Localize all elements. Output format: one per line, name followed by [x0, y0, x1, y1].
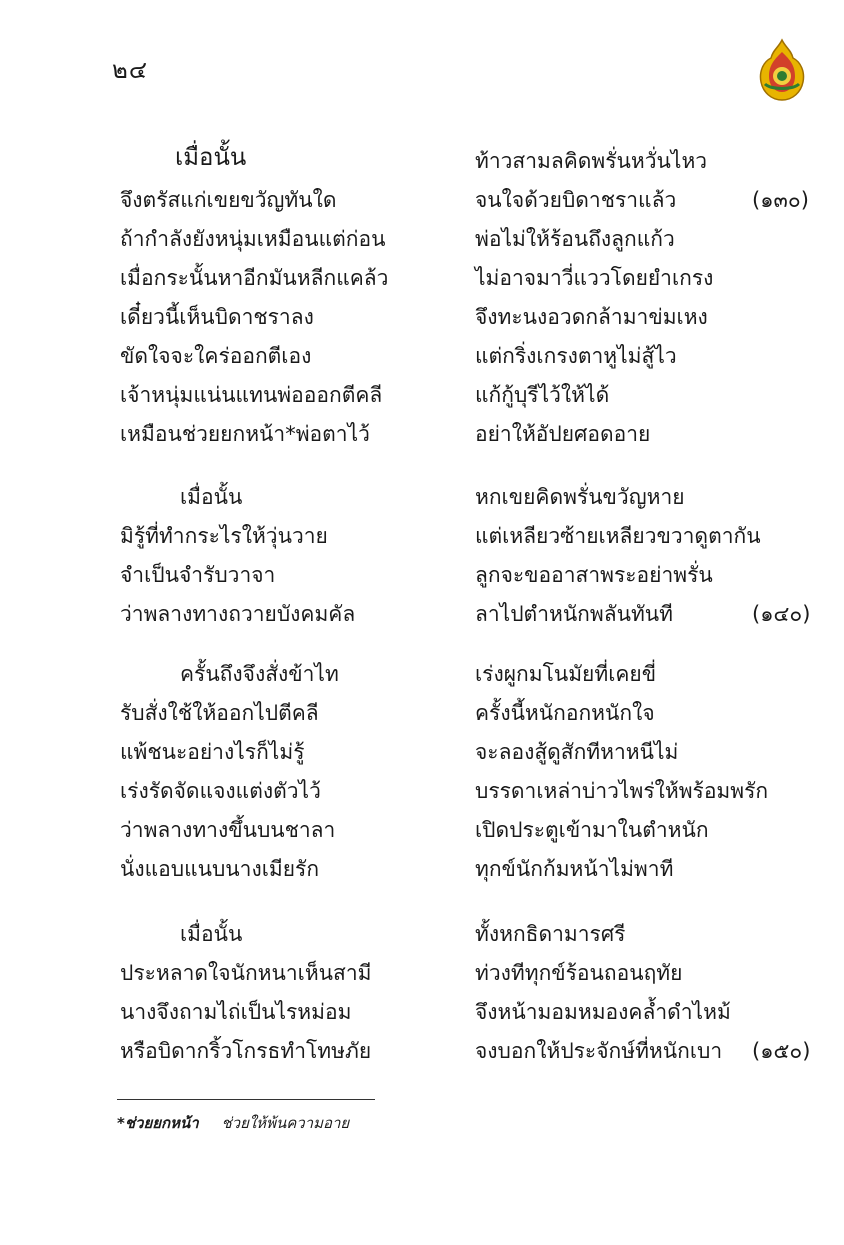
verse-left: หรือบิดากริ้วโกรธทำโทษภัย — [120, 1039, 372, 1063]
verse-right: หกเขยคิดพรั่นขวัญหาย — [475, 485, 685, 509]
verse-left: เมื่อนั้น — [175, 143, 247, 171]
verse-row — [0, 560, 844, 599]
verse-row — [0, 224, 844, 263]
verse-left: เมื่อนั้น — [180, 922, 243, 946]
verse-left: ถ้ากำลังยังหนุ่มเหมือนแต่ก่อน — [120, 227, 386, 251]
stanza-3 — [0, 659, 844, 893]
verse-right: แต่กริ่งเกรงตาหูไม่สู้ไว — [475, 344, 677, 368]
verse-right: ครั้งนี้หนักอกหนักใจ — [475, 701, 655, 725]
verse-row — [0, 737, 844, 776]
verse-row — [0, 482, 844, 521]
verse-right: จนใจด้วยบิดาชราแล้ว — [475, 188, 677, 212]
verse-left: จำเป็นจำรับวาจา — [120, 563, 276, 587]
verse-left: รับสั่งใช้ให้ออกไปตีคลี — [120, 701, 319, 725]
verse-row — [0, 185, 844, 224]
verse-right: พ่อไม่ให้ร้อนถึงลูกแก้ว — [475, 227, 675, 251]
verse-row — [0, 815, 844, 854]
verse-row — [0, 599, 844, 638]
verse-row — [0, 854, 844, 893]
verse-right: ทุกข์นักก้มหน้าไม่พาที — [475, 857, 674, 881]
verse-right: ลาไปตำหนักพลันทันที — [475, 602, 674, 626]
stanza-1 — [0, 143, 844, 458]
verse-row — [0, 1036, 844, 1075]
verse-left: ครั้นถึงจึงสั่งข้าไท — [180, 662, 339, 686]
verse-left: แพ้ชนะอย่างไรก็ไม่รู้ — [120, 740, 305, 764]
verse-left: เจ้าหนุ่มแน่นแทนพ่อออกตีคลี — [120, 383, 383, 407]
verse-row — [0, 698, 844, 737]
verse-row — [0, 143, 844, 185]
verse-right: บรรดาเหล่าบ่าวไพร่ให้พร้อมพรัก — [475, 779, 769, 803]
verse-row — [0, 380, 844, 419]
stanza-4 — [0, 919, 844, 1075]
verse-right: เร่งผูกมโนมัยที่เคยขี่ — [475, 662, 657, 686]
stanza-2 — [0, 482, 844, 638]
verse-right: ทั้งหกธิดามารศรี — [475, 922, 626, 946]
verse-row — [0, 958, 844, 997]
verse-right: จึงทะนงอวดกล้ามาข่มเหง — [475, 305, 708, 329]
verse-left: ว่าพลางทางขึ้นบนชาลา — [120, 818, 336, 842]
verse-row — [0, 997, 844, 1036]
verse-left: นั่งแอบแนบนางเมียรัก — [120, 857, 320, 881]
verse-right: ลูกจะขออาสาพระอย่าพรั่น — [475, 563, 713, 587]
verse-left: เร่งรัดจัดแจงแต่งตัวไว้ — [120, 779, 321, 803]
footnote — [117, 1111, 349, 1135]
verse-number: (๑๕๐) — [752, 1039, 811, 1063]
verse-left: มิรู้ที่ทำกระไรให้วุ่นวาย — [120, 524, 328, 548]
verse-number: (๑๔๐) — [752, 602, 811, 626]
verse-row — [0, 341, 844, 380]
verse-left: ขัดใจจะใคร่ออกตีเอง — [120, 344, 312, 368]
verse-number: (๑๓๐) — [752, 188, 809, 212]
verse-right: แก้กู้บุรีไว้ให้ได้ — [475, 383, 610, 407]
verse-left: ว่าพลางทางถวายบังคมคัล — [120, 602, 356, 626]
verse-row — [0, 263, 844, 302]
footnote-term: *ช่วยยกหน้า — [117, 1114, 199, 1132]
verse-right: แต่เหลียวซ้ายเหลียวขวาดูตากัน — [475, 524, 761, 548]
verse-left: เมื่อนั้น — [180, 485, 243, 509]
royal-emblem-icon — [757, 38, 807, 102]
verse-left: เหมือนช่วยยกหน้า*พ่อตาไว้ — [120, 422, 370, 446]
verse-row — [0, 659, 844, 698]
verse-right: ไม่อาจมาวี่แววโดยยำเกรง — [475, 266, 714, 290]
footnote-divider — [117, 1099, 375, 1100]
verse-right: ท้าวสามลคิดพรั่นหวั่นไหว — [475, 149, 708, 173]
page-number: ๒๔ — [112, 56, 148, 84]
verse-left: ประหลาดใจนักหนาเห็นสามี — [120, 961, 372, 985]
verse-right: จงบอกให้ประจักษ์ที่หนักเบา — [475, 1039, 723, 1063]
verse-left: เมื่อกระนั้นหาอีกมันหลีกแคล้ว — [120, 266, 389, 290]
verse-row — [0, 521, 844, 560]
verse-left: จึงตรัสแก่เขยขวัญทันใด — [120, 188, 337, 212]
verse-row — [0, 302, 844, 341]
verse-row — [0, 919, 844, 958]
verse-row — [0, 419, 844, 458]
verse-right: ท่วงทีทุกข์ร้อนถอนฤทัย — [475, 961, 683, 985]
verse-row — [0, 776, 844, 815]
verse-right: จะลองสู้ดูสักทีหาหนีไม่ — [475, 740, 679, 764]
verse-right: อย่าให้อัปยศอดอาย — [475, 422, 651, 446]
verse-right: จึงหน้ามอมหมองคล้ำดำไหม้ — [475, 1000, 731, 1024]
verse-right: เปิดประตูเข้ามาในตำหนัก — [475, 818, 709, 842]
verse-left: นางจึงถามไถ่เป็นไรหม่อม — [120, 1000, 352, 1024]
footnote-definition: ช่วยให้พ้นความอาย — [221, 1114, 350, 1132]
verse-left: เดี๋ยวนี้เห็นบิดาชราลง — [120, 305, 314, 329]
